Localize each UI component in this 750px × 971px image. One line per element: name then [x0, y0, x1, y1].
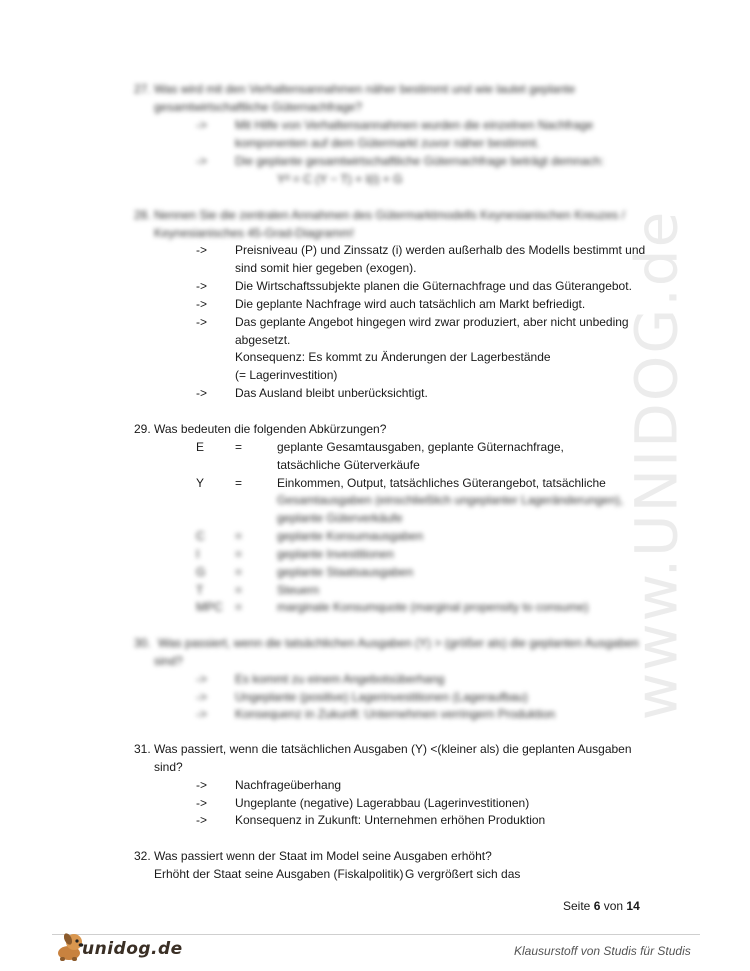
- arrow-marker: ->: [196, 690, 208, 704]
- abbreviation: Y: [196, 476, 205, 490]
- page-number: [563, 899, 640, 913]
- definition-text: geplante Konsumausgaben: [277, 529, 424, 543]
- answer-text: Die Wirtschaftssubjekte planen die Güternachfrage und das Güterangebot.: [235, 279, 632, 293]
- answer-text: Konsequenz in Zukunft: Unternehmen erhöhen Produktion: [235, 813, 546, 827]
- question-text: Was passiert, wenn die tatsächlichen Ausgaben (Y) <(kleiner als) die geplanten Ausgaben: [154, 742, 632, 756]
- question-number: 31.: [134, 742, 151, 756]
- arrow-marker: ->: [196, 813, 208, 827]
- equals-sign: =: [235, 440, 243, 454]
- abbreviation: MPC: [196, 600, 223, 614]
- definition-text: Steuern: [277, 583, 320, 597]
- answer-text: Nachfrageüberhang: [235, 778, 342, 792]
- abbreviation: T: [196, 583, 204, 597]
- arrow-marker: ->: [196, 778, 208, 792]
- definition-text: marginale Konsumquote (marginal propensity to consume): [277, 600, 589, 614]
- answer-text: Mit Hilfe von Verhaltensannahmen wurden die einzelnen Nachfrage: [235, 118, 594, 132]
- question-text: gesamtwirtschaftliche Güternachfrage?: [154, 100, 363, 114]
- question-text: Keynesianisches 45-Grad-Diagramm!: [154, 226, 355, 240]
- definition-text: geplante Gesamtausgaben, geplante Güternachfrage,: [277, 440, 564, 454]
- definition-text: geplante Investitionen: [277, 547, 394, 561]
- equals-sign: =: [235, 547, 243, 561]
- equals-sign: =: [235, 583, 243, 597]
- question-number: 32.: [134, 849, 151, 863]
- abbreviation: G: [196, 565, 206, 579]
- answer-text: sind somit hier gegeben (exogen).: [235, 261, 417, 275]
- arrow-marker: ->: [196, 297, 208, 311]
- answer-text: Konsequenz: Es kommt zu Änderungen der Lagerbestände: [235, 350, 551, 364]
- arrow-marker: ->: [196, 243, 208, 257]
- answer-text: Das Ausland bleibt unberücksichtigt.: [235, 386, 428, 400]
- unidog-logo: [52, 927, 183, 963]
- answer-text: Es kommt zu einem Angebotsüberhang: [235, 672, 445, 686]
- formula-text: Yᵈ = C (Y − T) + I(i) + G: [277, 172, 403, 186]
- answer-text: Die geplante Nachfrage wird auch tatsächlich am Markt befriedigt.: [235, 297, 586, 311]
- logo-text: unidog.de: [82, 939, 183, 959]
- answer-text: Erhöht der Staat seine Ausgaben (Fiskalpolitik): [154, 867, 404, 881]
- answer-text: Preisniveau (P) und Zinssatz (i) werden außerhalb des Modells bestimmt und: [235, 243, 646, 257]
- page-prefix: Seite: [563, 899, 594, 913]
- answer-text: G vergrößert sich das: [405, 867, 521, 881]
- question-text: sind?: [154, 760, 183, 774]
- question-text: Was wird mit den Verhaltensannahmen näher bestimmt und wie lautet geplante: [154, 82, 576, 96]
- question-text: sind?: [154, 654, 183, 668]
- question-number: 29.: [134, 422, 151, 436]
- answer-text: Konsequenz in Zukunft: Unternehmen verringern Produktion: [235, 707, 556, 721]
- question-text: Was bedeuten die folgenden Abkürzungen?: [154, 422, 387, 436]
- answer-text: Ungeplante (negative) Lagerabbau (Lagerinvestitionen): [235, 796, 530, 810]
- definition-text: Gesamtausgaben (einschließlich ungeplanter Lageränderungen),: [277, 493, 624, 507]
- arrow-marker: ->: [196, 796, 208, 810]
- question-text: Was passiert, wenn die tatsächlichen Ausgaben (Y) > (größer als) die geplanten Ausgaben: [158, 636, 639, 650]
- question-text: Nennen Sie die zentralen Annahmen des Gütermarktmodells Keynesianischen Kreuzes /: [154, 208, 625, 222]
- arrow-marker: ->: [196, 154, 208, 168]
- equals-sign: =: [235, 476, 243, 490]
- answer-text: Die geplante gesamtwirtschaftliche Güternachfrage beträgt demnach:: [235, 154, 604, 168]
- definition-text: geplante Güterverkäufe: [277, 511, 403, 525]
- page-total: 14: [626, 899, 640, 913]
- answer-text: abgesetzt.: [235, 333, 291, 347]
- answer-text: (= Lagerinvestition): [235, 368, 338, 382]
- question-number: 28.: [134, 208, 151, 222]
- definition-text: geplante Staatsausgaben: [277, 565, 414, 579]
- arrow-marker: ->: [196, 672, 208, 686]
- equals-sign: =: [235, 600, 243, 614]
- definition-text: Einkommen, Output, tatsächliches Güterangebot, tatsächliche: [277, 476, 606, 490]
- page-mid: von: [600, 899, 627, 913]
- answer-text: Ungeplante (positive) Lagerinvestitionen (Lageraufbau): [235, 690, 528, 704]
- arrow-marker: ->: [196, 386, 208, 400]
- arrow-marker: ->: [196, 118, 208, 132]
- arrow-marker: ->: [196, 279, 208, 293]
- answer-text: Das geplante Angebot hingegen wird zwar produziert, aber nicht unbeding: [235, 315, 629, 329]
- equals-sign: =: [235, 529, 243, 543]
- page-current: 6: [593, 899, 601, 913]
- answer-text: komponenten auf dem Gütermarkt zuvor näher bestimmt.: [235, 136, 540, 150]
- arrow-marker: ->: [196, 315, 208, 329]
- abbreviation: I: [196, 547, 200, 561]
- arrow-marker: ->: [196, 707, 208, 721]
- watermark-text: www.UNIDOG.de: [622, 209, 690, 721]
- equals-sign: =: [235, 565, 243, 579]
- question-number: 27.: [134, 82, 151, 96]
- abbreviation: E: [196, 440, 205, 454]
- abbreviation: C: [196, 529, 205, 543]
- footer-tagline: Klausurstoff von Studis für Studis: [514, 944, 691, 958]
- question-text: Was passiert wenn der Staat im Model seine Ausgaben erhöht?: [154, 849, 492, 863]
- definition-text: tatsächliche Güterverkäufe: [277, 458, 420, 472]
- dog-icon: [52, 929, 86, 963]
- question-number: 30.: [134, 636, 151, 650]
